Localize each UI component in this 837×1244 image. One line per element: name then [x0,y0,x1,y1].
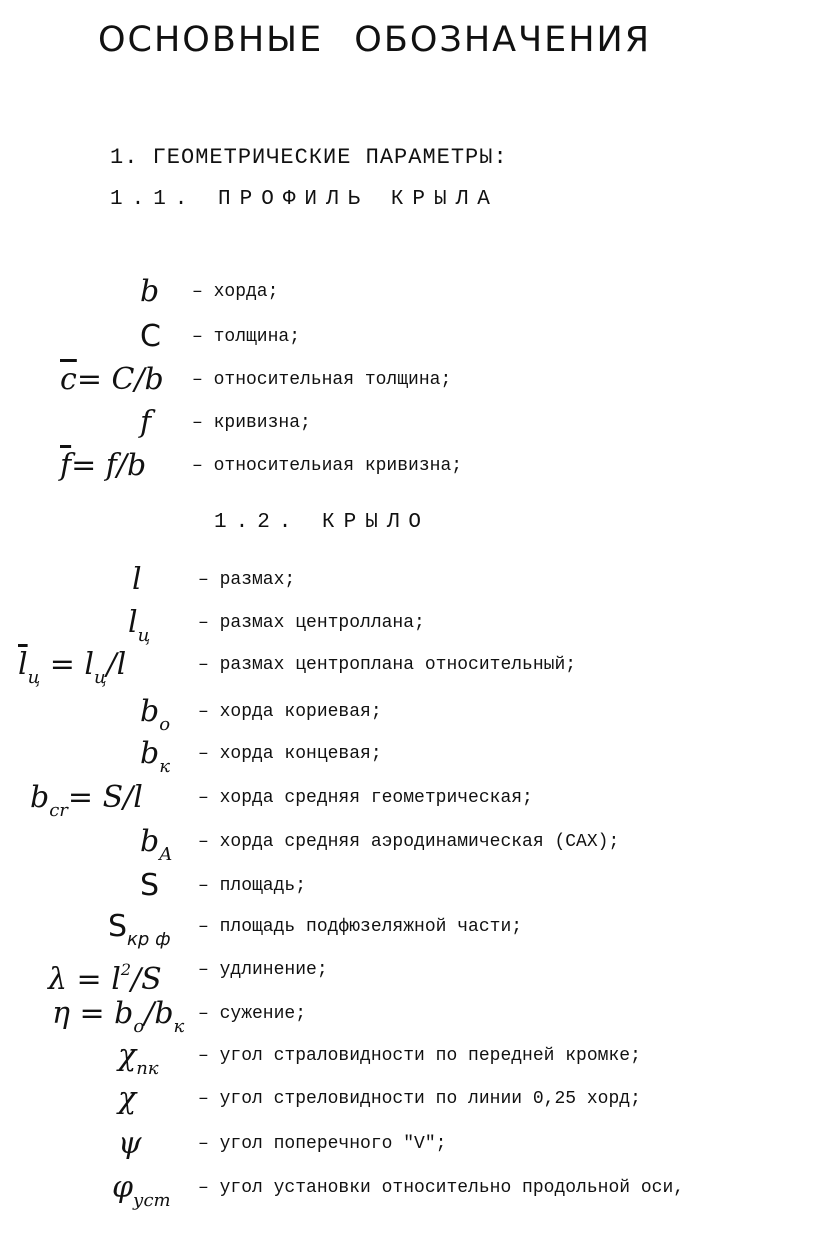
section-heading-wing-profile: 1.1. ПРОФИЛЬ КРЫЛА [110,188,499,211]
description: – кривизна; [192,413,311,433]
symbol-leading-edge-sweep: $\chi_{пк}$ [118,1038,159,1079]
description: – толщина; [192,327,301,347]
symbol-aspect-ratio: $\lambda = l^2/S$ [48,960,162,997]
description: – угол стреловидности по линии 0,25 хорд; [198,1089,641,1109]
description: – хорда кориевая; [198,702,382,722]
list-item [0,645,837,688]
symbol-incidence-angle: $\varphi_{уст}$ [112,1170,171,1211]
list-item [0,603,837,646]
symbol-quarter-chord-sweep: χ [118,1081,137,1116]
list-item [0,317,837,357]
description: – хорда; [192,282,279,302]
list-item [0,360,837,400]
description: – относительная толщина; [192,370,452,390]
description: – размах центроллана; [198,613,425,633]
symbol-chord: b [140,274,160,309]
list-item [0,560,837,600]
list-item [0,822,837,865]
description: – угол установки относительно продольной оси, [198,1178,685,1198]
description: – угол поперечного "V"; [198,1134,447,1154]
list-item [0,950,837,997]
symbol-relative-center-section-span: $\overline{l}_ц = l_ц/l$ [18,647,127,688]
symbol-root-chord: $b_o$ [140,694,171,735]
symbol-mean-geometric-chord: $b_{cr}= S/l$ [30,780,143,821]
description: – угол страловидности по передней кромке; [198,1046,641,1066]
description: – хорда концевая; [198,744,382,764]
symbol-thickness: C [140,319,161,354]
symbol-relative-camber: $\overline{f}= f/b$ [60,448,147,483]
list-item [0,272,837,312]
description: – хорда средняя геометрическая; [198,788,533,808]
list-item [0,778,837,821]
description: – относительиая кривизна; [192,456,463,476]
list-item [0,734,837,777]
description: – размах центроплана относительный; [198,655,577,675]
list-item [0,1036,837,1079]
symbol-area: S [140,868,160,903]
description: – площадь подфюзеляжной части; [198,917,523,937]
symbol-taper-ratio: $\eta = b_o/b_к$ [52,996,185,1037]
description: – площадь; [198,876,307,896]
symbol-dihedral-angle: ψ [118,1126,142,1161]
symbol-span: l [132,562,142,597]
symbol-camber: f [140,405,152,440]
symbol-tip-chord: $b_к$ [140,736,170,777]
list-item [0,1124,837,1164]
description: – сужение; [198,1004,307,1024]
list-item [0,907,837,950]
page-title: ОСНОВНЫЕ ОБОЗНАЧЕНИЯ [98,20,652,60]
symbol-relative-thickness: $\overline{c}= C/b$ [60,362,164,397]
section-heading-wing: 1.2. КРЫЛО [214,511,431,534]
list-item [0,403,837,443]
description: – удлинение; [198,960,328,980]
symbol-mean-aerodynamic-chord: $b_A$ [140,824,173,865]
list-item [0,866,837,906]
list-item [0,1168,837,1211]
list-item [0,994,837,1037]
symbol-center-section-span: $l_ц$ [128,605,151,646]
list-item [0,1079,837,1119]
list-item [0,446,837,486]
description: – хорда средняя аэродинамическая (САХ); [198,832,620,852]
list-item [0,692,837,735]
section-heading-geometric: 1. ГЕОМЕТРИЧЕСКИЕ ПАРАМЕТРЫ: [110,145,508,170]
symbol-underfuselage-area: $S_{кр ф}$ [108,909,171,950]
description: – размах; [198,570,296,590]
